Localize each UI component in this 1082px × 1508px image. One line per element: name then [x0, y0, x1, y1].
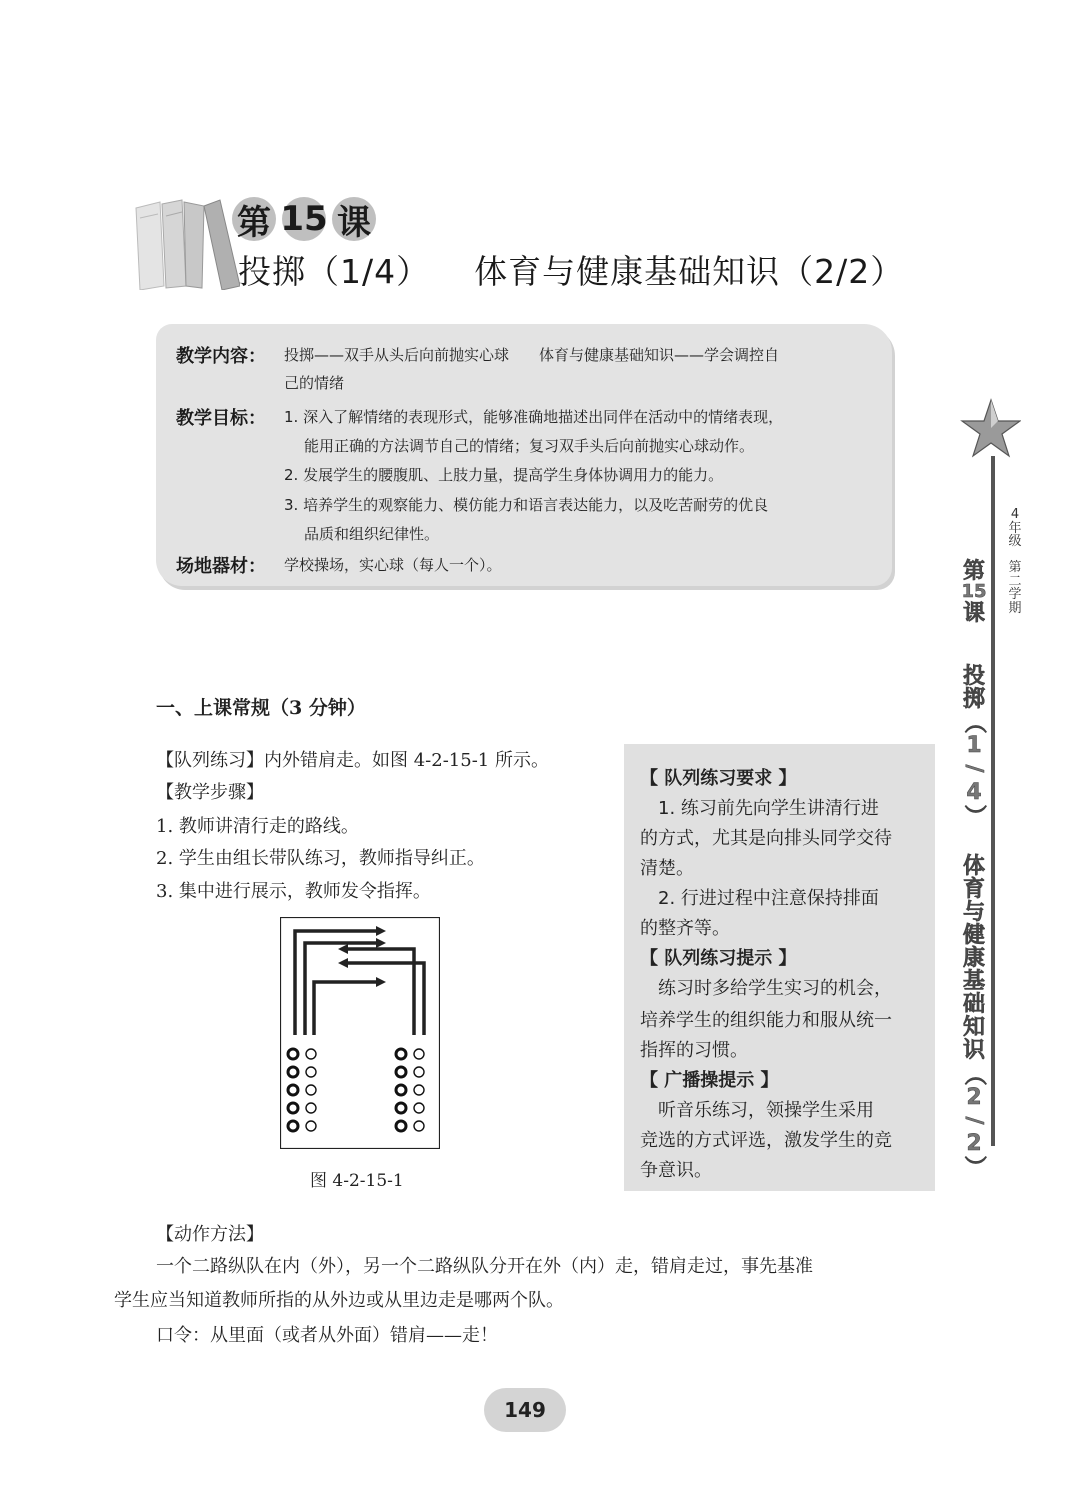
star-icon	[957, 398, 1021, 460]
req2-line1: 2. 行进过程中注意保持排面	[640, 888, 879, 909]
bc-line2: 竞选的方式评选，激发学生的竞	[640, 1130, 892, 1151]
title-char: 15	[961, 581, 987, 603]
title-char: 2	[966, 1084, 982, 1110]
margin-rule	[991, 456, 995, 1146]
title-char: 知	[962, 1015, 985, 1041]
tip-head: 【 队列练习提示 】	[640, 948, 797, 969]
bc-line1: 听音乐练习，领操学生采用	[640, 1100, 874, 1121]
grade-char: 级	[1008, 534, 1022, 550]
title-char: 育	[962, 876, 985, 902]
figure-caption: 图 4-2-15-1	[310, 1171, 404, 1191]
grade-char: 4	[1010, 507, 1020, 522]
title-char: 1	[966, 733, 982, 759]
title-char: （	[961, 1063, 987, 1086]
section-heading: 一、上课常规（3 分钟）	[156, 697, 366, 719]
method-line1: 一个二路纵队在内（外），另一个二路纵队分开在外（内）走，错肩走过，事先基准	[156, 1256, 813, 1277]
goals-label: 教学目标：	[176, 408, 266, 429]
method-label: 【动作方法】	[156, 1224, 264, 1245]
lesson-num: 15	[280, 199, 328, 239]
lesson-title-vertical	[958, 560, 990, 1178]
lesson-title	[238, 246, 904, 293]
tip-line3: 指挥的习惯。	[640, 1040, 748, 1061]
command-text: 口令：从里面（或者从外面）错肩——走！	[156, 1325, 498, 1346]
goal1-line1: 1. 深入了解情绪的表现形式，能够准确地描述出同伴在活动中的情绪表现，	[284, 408, 784, 426]
lesson-prefix: 第	[232, 197, 276, 241]
grade-char: 学	[1008, 587, 1022, 603]
books-icon	[130, 198, 240, 290]
grade-char: 二	[1008, 573, 1022, 589]
req2-line2: 的整齐等。	[640, 918, 730, 939]
title-char: /	[961, 1116, 987, 1125]
req1-line3: 清楚。	[640, 858, 694, 879]
grade-char: 期	[1008, 600, 1022, 616]
title-char: ）	[961, 1155, 987, 1178]
title-char: 课	[962, 600, 985, 626]
content-line2: 己的情绪	[284, 374, 345, 392]
equipment-text: 学校操场，实心球（每人一个）。	[284, 556, 502, 574]
title-char: 础	[962, 992, 985, 1018]
content-line1: 投掷——双手从头后向前抛实心球 体育与健康基础知识——学会调控自	[284, 346, 780, 364]
lesson-info-box	[156, 324, 892, 586]
goal2: 2. 发展学生的腰腹肌、上肢力量，提高学生身体协调用力的能力。	[284, 466, 724, 484]
drill-text: 【队列练习】内外错肩走。如图 4-2-15-1 所示。	[156, 750, 549, 771]
content-label: 教学内容：	[176, 346, 266, 367]
bc-head: 【 广播操提示 】	[640, 1070, 779, 1091]
title-char: 掷	[962, 687, 985, 713]
formation-diagram	[280, 917, 440, 1149]
goal1-line2: 能用正确的方法调节自己的情绪；复习双手头后向前抛实心球动作。	[304, 437, 755, 455]
title-char: 2	[966, 1130, 982, 1156]
tip-line2: 培养学生的组织能力和服从统一	[640, 1010, 892, 1031]
title-char: 康	[962, 946, 985, 972]
req1-line2: 的方式，尤其是向排头同学交待	[640, 828, 892, 849]
req1-line1: 1. 练习前先向学生讲清行进	[640, 798, 879, 819]
title-char: 体	[962, 853, 985, 879]
title-char: 4	[966, 779, 982, 805]
step-1: 1. 教师讲清行走的路线。	[156, 816, 359, 837]
title-char: /	[961, 764, 987, 774]
tips-box	[624, 744, 935, 1191]
bc-line3: 争意识。	[640, 1160, 712, 1181]
goal3-line2: 品质和组织纪律性。	[304, 525, 440, 543]
steps-label: 【教学步骤】	[156, 782, 264, 803]
title-char: （	[961, 711, 987, 734]
title-char: 基	[962, 969, 985, 995]
title-char: 识	[962, 1038, 985, 1064]
equipment-label: 场地器材：	[176, 556, 266, 577]
goal3-line1: 3. 培养学生的观察能力、模仿能力和语言表达能力，以及吃苦耐劳的优良	[284, 496, 769, 514]
grade-char: 第	[1008, 559, 1022, 575]
lesson-title-part2: 体育与健康基础知识（2/2）	[474, 252, 905, 291]
title-char: 第	[962, 559, 985, 584]
grade-vertical	[1003, 508, 1027, 615]
method-line2: 学生应当知道教师所指的从外边或从里边走是哪两个队。	[114, 1290, 564, 1311]
req-head: 【 队列练习要求 】	[640, 768, 797, 789]
step-3: 3. 集中进行展示，教师发令指挥。	[156, 881, 431, 902]
tip-line1: 练习时多给学生实习的机会，	[640, 978, 892, 999]
grade-char: 年	[1008, 520, 1022, 536]
title-char: ）	[961, 804, 987, 827]
page-number: 149	[484, 1388, 566, 1432]
lesson-suffix: 课	[332, 197, 376, 241]
title-char: 与	[962, 899, 985, 925]
step-2: 2. 学生由组长带队练习，教师指导纠正。	[156, 848, 485, 869]
title-char: 投	[962, 664, 985, 690]
lesson-number	[232, 196, 376, 242]
title-char: 健	[962, 923, 985, 949]
lesson-title-part1: 投掷（1/4）	[238, 252, 431, 291]
